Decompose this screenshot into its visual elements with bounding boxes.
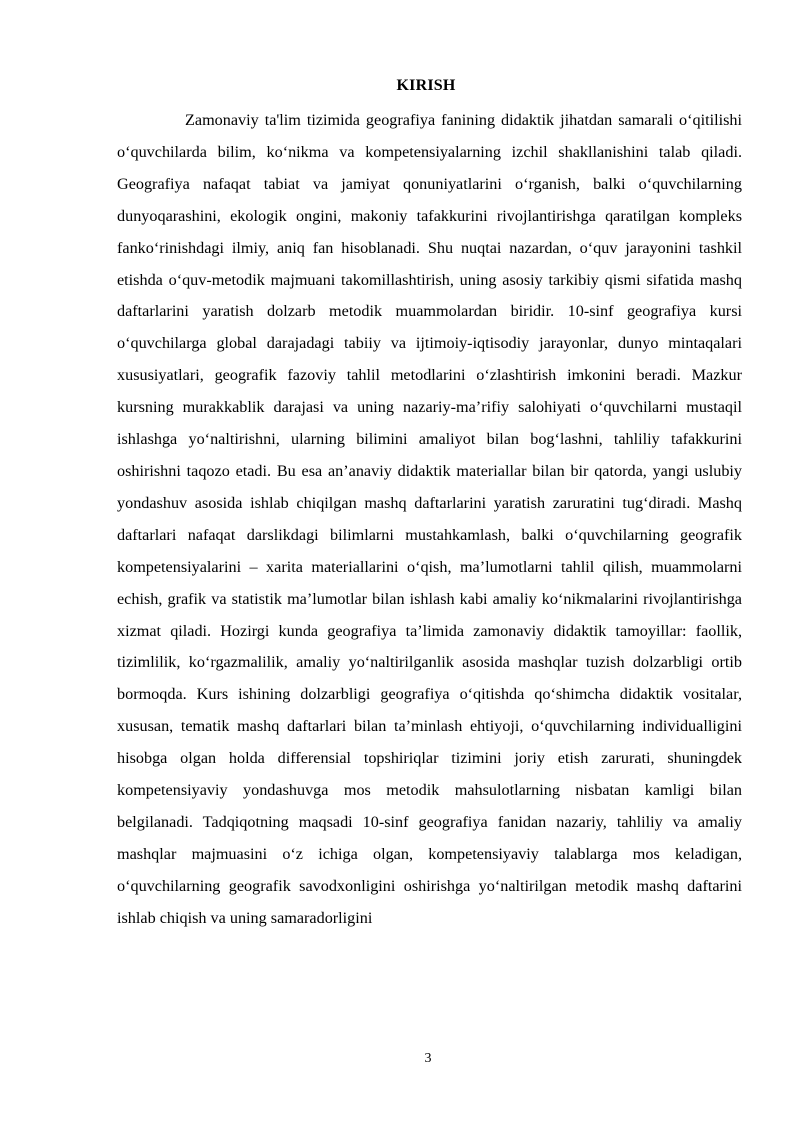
body-paragraph: Zamonaviy ta'lim tizimida geografiya fanining didaktik jihatdan samarali o‘qitilishi o‘quvchilarda bilim, ko‘nikma va kompetensiyalarning izchil shakllanishini talab qiladi. Geografiya nafaqat tabiat va jamiyat qonuniyatlarini o‘rganish, balki o‘quvchilarning dunyoqarashini, ekologik ongini, makoniy tafakkurini rivojlantirishga qaratilgan kompleks fanko‘rinishdagi ilmiy, aniq fan hisoblanadi. Shu nuqtai nazardan, o‘quv jarayonini tashkil etishda o‘quv-metodik majmuani takomillashtirish, uning asosiy tarkibiy qismi sifatida mashq daftarlarini yaratish dolzarb metodik muammolardan biridir. 10-sinf geografiya kursi o‘quvchilarga global darajadagi tabiiy va ijtimoiy-iqtisodiy jarayonlar, dunyo mintaqalari xususiyatlari, geografik fazoviy tahlil metodlarini o‘zlashtirish imkonini beradi. Mazkur kursning murakkablik darajasi va uning nazariy-ma’rifiy salohiyati o‘quvchilarni mustaqil ishlashga yo‘naltirishni, ularning bilimini amaliyot bilan bog‘lashni, tahliliy tafakkurini oshirishni taqozo etadi. Bu esa an’anaviy didaktik materiallar bilan bir qatorda, yangi uslubiy yondashuv asosida ishlab chiqilgan mashq daftarlarini yaratish zaruratini tug‘diradi. Mashq daftarlari nafaqat darslikdagi bilimlarni mustahkamlash, balki o‘quvchilarning geografik kompetensiyalarini – xarita materiallarini o‘qish, ma’lumotlarni tahlil qilish, muammolarni echish, grafik va statistik ma’lumotlar bilan ishlash kabi amaliy ko‘nikmalarini rivojlantirishga xizmat qiladi. Hozirgi kunda geografiya ta’limida zamonaviy didaktik tamoyillar: faollik, tizimlilik, ko‘rgazmalilik, amaliy yo‘naltirilganlik asosida mashqlar tuzish dolzarbligi ortib bormoqda. Kurs ishining dolzarbligi geografiya o‘qitishda qo‘shimcha didaktik vositalar, xususan, tematik mashq daftarlari bilan ta’minlash ehtiyoji, o‘quvchilarning individualligini hisobga olgan holda differensial topshiriqlar tizimini joriy etish zarurati, shuningdek kompetensiyaviy yondashuvga mos metodik mahsulotlarning nisbatan kamligi bilan belgilanadi. Tadqiqotning maqsadi 10-sinf geografiya fanidan nazariy, tahliliy va amaliy mashqlar majmuasini o‘z ichiga olgan, kompetensiyaviy talablarga mos keladigan, o‘quvchilarning geografik savodxonligini oshirishga yo‘naltirilgan metodik mashq daftarini ishlab chiqish va uning samaradorligini	[117, 111, 742, 927]
page-number: 3	[424, 1051, 432, 1066]
section-heading: KIRISH	[396, 77, 456, 94]
